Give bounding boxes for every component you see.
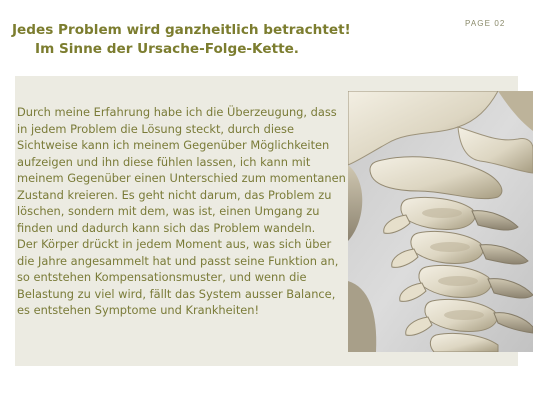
body-line: in jedem Problem die Lösung steckt, durch diese [17,121,294,136]
body-line: aufzeigen und ihn diese fühlen lassen, ich kann mit [17,154,311,169]
page-headline [12,21,351,59]
page-number-label: PAGE 02 [465,19,506,28]
body-line: Sichtweise kann ich meinem Gegenüber Möglichkeiten [17,138,330,152]
headline-line-1: Jedes Problem wird ganzheitlich betrachtet! [12,22,351,38]
body-line: Zustand kreieren. Es geht nicht darum, das Problem zu [17,187,332,202]
body-line: löschen, sondern mit dem, was ist, einen Umgang zu [17,204,320,218]
body-line: meinem Gegenüber einen Unterschied zum momentanen [17,171,346,185]
body-paragraph [17,104,347,319]
body-line: die Jahre angesammelt hat und passt seine Funktion an, [17,253,339,268]
body-line: so entstehen Kompensationsmuster, und wenn die [17,270,307,284]
body-line: Der Körper drückt in jedem Moment aus, was sich über [17,237,332,251]
headline-line-2: Im Sinne der Ursache-Folge-Kette. [35,41,299,57]
body-line: Durch meine Erfahrung habe ich die Überzeugung, dass [17,105,337,119]
body-line: finden und dadurch kann sich das Problem wandeln. [17,220,316,235]
body-line: Belastung zu viel wird, fällt das System ausser Balance, [17,286,336,301]
spine-illustration [348,91,533,352]
body-line: es entstehen Symptome und Krankheiten! [17,303,260,317]
